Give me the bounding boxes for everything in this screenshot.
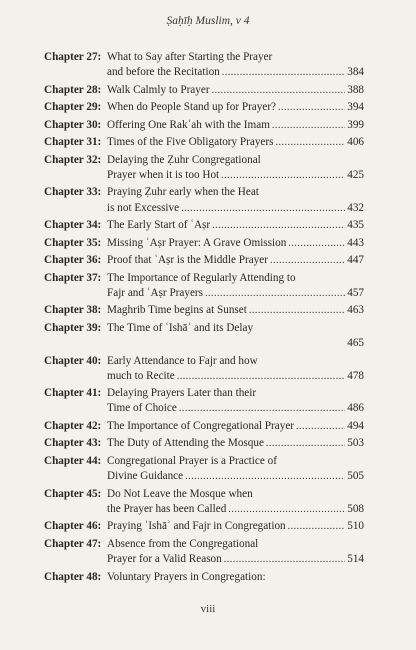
- chapter-title-line: Offering One Rakʿah with the Imam: [107, 118, 270, 131]
- chapter-title-line: Times of the Five Obligatory Prayers: [107, 136, 274, 149]
- chapter-label: Chapter 34:: [44, 219, 102, 232]
- chapter-label: Chapter 44:: [44, 454, 102, 467]
- dot-leader: [181, 201, 345, 216]
- chapter-title-line: Praying Ẓuhr early when the Heat: [107, 186, 259, 199]
- page-ref: 447: [347, 254, 364, 267]
- dot-leader: [249, 303, 345, 318]
- toc-entry: [44, 386, 364, 416]
- chapter-title-line: What to Say after Starting the Prayer: [107, 51, 273, 63]
- chapter-label: Chapter 32:: [44, 153, 102, 166]
- dot-leader: [288, 519, 346, 534]
- page-ref: 510: [347, 520, 364, 533]
- chapter-label: Chapter 37:: [44, 271, 102, 284]
- page-ref: 399: [347, 118, 364, 131]
- dot-leader: [185, 469, 345, 484]
- chapter-title-line: Congregational Prayer is a Practice of: [107, 454, 277, 467]
- chapter-label: Chapter 45:: [44, 487, 102, 500]
- chapter-title-line: The Duty of Attending the Mosque: [107, 437, 264, 450]
- chapter-label: Chapter 31:: [44, 136, 102, 149]
- toc-entry: [44, 118, 364, 133]
- dot-leader: [205, 286, 345, 301]
- page-ref: 425: [347, 168, 364, 181]
- chapter-label: Chapter 43:: [44, 437, 102, 450]
- dot-leader: [212, 83, 346, 98]
- page-ref: 514: [347, 553, 364, 566]
- page-ref: 443: [347, 236, 364, 249]
- toc-entry: [44, 570, 364, 585]
- chapter-title-line: Early Attendance to Fajr and how: [107, 354, 258, 367]
- page-ref: 508: [347, 502, 364, 515]
- dot-leader: [296, 419, 345, 434]
- chapter-title-line: is not Excessive: [107, 201, 180, 214]
- chapter-title-line: The Importance of Regularly Attending to: [107, 271, 296, 284]
- chapter-label: Chapter 30:: [44, 118, 102, 131]
- dot-leader: [275, 135, 345, 150]
- chapter-label: Chapter 47:: [44, 537, 102, 550]
- chapter-label: Chapter 27:: [44, 51, 102, 63]
- toc-entry: [44, 253, 364, 268]
- chapter-label: Chapter 33:: [44, 186, 102, 199]
- dot-leader: [228, 502, 345, 517]
- chapter-title-line: Missing ʿAṣr Prayer: A Grave Omission: [107, 236, 287, 249]
- toc-entry: [44, 50, 364, 80]
- toc-entry: [44, 153, 364, 183]
- toc-entry: [44, 303, 364, 318]
- toc-entry: [44, 271, 364, 301]
- page-ref: 494: [347, 419, 364, 432]
- toc-entry: [44, 83, 364, 98]
- chapter-label: Chapter 46:: [44, 520, 102, 533]
- chapter-label: Chapter 39:: [44, 321, 102, 334]
- toc-entry: [44, 454, 364, 484]
- page-ref: 505: [347, 470, 364, 483]
- page-ref: 406: [347, 136, 364, 149]
- dot-leader: [212, 218, 345, 233]
- toc-entry: [44, 218, 364, 233]
- table-of-contents: [44, 50, 364, 585]
- chapter-title-line: much to Recite: [107, 369, 175, 382]
- chapter-label: Chapter 40:: [44, 354, 102, 367]
- dot-leader: [221, 168, 345, 183]
- chapter-title-line: Prayer when it is too Hot: [107, 168, 220, 181]
- toc-entry: [44, 236, 364, 251]
- toc-entry: [44, 100, 364, 115]
- page-ref: 435: [347, 219, 364, 232]
- chapter-title-line: Maghrib Time begins at Sunset: [107, 304, 247, 317]
- page-ref: 478: [347, 369, 364, 382]
- page-ref: 384: [347, 66, 364, 79]
- dot-leader: [177, 369, 345, 384]
- chapter-title-line: Fajr and ʿAṣr Prayers: [107, 286, 204, 299]
- page-number: viii: [200, 603, 216, 615]
- chapter-label: Chapter 38:: [44, 304, 102, 317]
- chapter-title-line: Prayer for a Valid Reason: [107, 553, 222, 566]
- page-ref: 457: [347, 286, 364, 299]
- dot-leader: [179, 401, 345, 416]
- toc-entry: [44, 436, 364, 451]
- page-ref: 463: [347, 304, 364, 317]
- dot-leader: [272, 118, 345, 133]
- chapter-label: Chapter 42:: [44, 419, 102, 432]
- running-head: Ṣaḥīḥ Muslim, v 4: [166, 15, 250, 27]
- toc-entry: [44, 185, 364, 215]
- chapter-title-line: Walk Calmly to Prayer: [107, 83, 210, 96]
- chapter-title-line: Divine Guidance: [107, 470, 184, 483]
- dot-leader: [222, 65, 345, 80]
- chapter-title-line: Voluntary Prayers in Congregation:: [107, 570, 266, 583]
- toc-entry: [44, 135, 364, 150]
- chapter-title-line: Do Not Leave the Mosque when: [107, 487, 253, 500]
- toc-entry: [44, 354, 364, 384]
- chapter-title-line: Praying ʿIshāʾ and Fajr in Congregation: [107, 520, 286, 533]
- toc-entry: [44, 487, 364, 517]
- chapter-title-line: the Prayer has been Called: [107, 502, 227, 515]
- dot-leader: [270, 253, 345, 268]
- page-ref: 465: [347, 337, 364, 350]
- dot-leader: [288, 236, 345, 251]
- chapter-title-line: Delaying the Ẓuhr Congregational: [107, 153, 261, 166]
- toc-entry: [44, 519, 364, 534]
- page-ref: 486: [347, 402, 364, 415]
- chapter-label: Chapter 28:: [44, 83, 102, 96]
- toc-entry: [44, 419, 364, 434]
- chapter-label: Chapter 29:: [44, 101, 102, 114]
- dot-leader: [278, 100, 345, 115]
- chapter-title-line: When do People Stand up for Prayer?: [107, 101, 277, 114]
- chapter-title-line: Absence from the Congregational: [107, 537, 259, 550]
- dot-leader: [224, 552, 345, 567]
- chapter-title-line: Proof that ʿAṣr is the Middle Prayer: [107, 254, 268, 267]
- chapter-title-line: The Importance of Congregational Prayer: [107, 419, 295, 432]
- page-ref: 432: [347, 201, 364, 214]
- chapter-label: Chapter 48:: [44, 570, 102, 583]
- chapter-label: Chapter 41:: [44, 387, 102, 400]
- chapter-title-line: The Early Start of ʿAṣr: [107, 219, 211, 232]
- toc-entry: [44, 321, 364, 351]
- chapter-title-line: and before the Recitation: [107, 66, 220, 79]
- dot-leader: [266, 436, 345, 451]
- chapter-title-line: The Time of ʿIshāʾ and its Delay: [107, 321, 254, 334]
- chapter-label: Chapter 35:: [44, 236, 102, 249]
- chapter-title-line: Delaying Prayers Later than their: [107, 387, 257, 400]
- chapter-label: Chapter 36:: [44, 254, 102, 267]
- chapter-title-line: Time of Choice: [107, 402, 177, 415]
- page-ref: 394: [347, 101, 364, 114]
- page-ref: 503: [347, 437, 364, 450]
- page-ref: 388: [347, 83, 364, 96]
- toc-entry: [44, 537, 364, 567]
